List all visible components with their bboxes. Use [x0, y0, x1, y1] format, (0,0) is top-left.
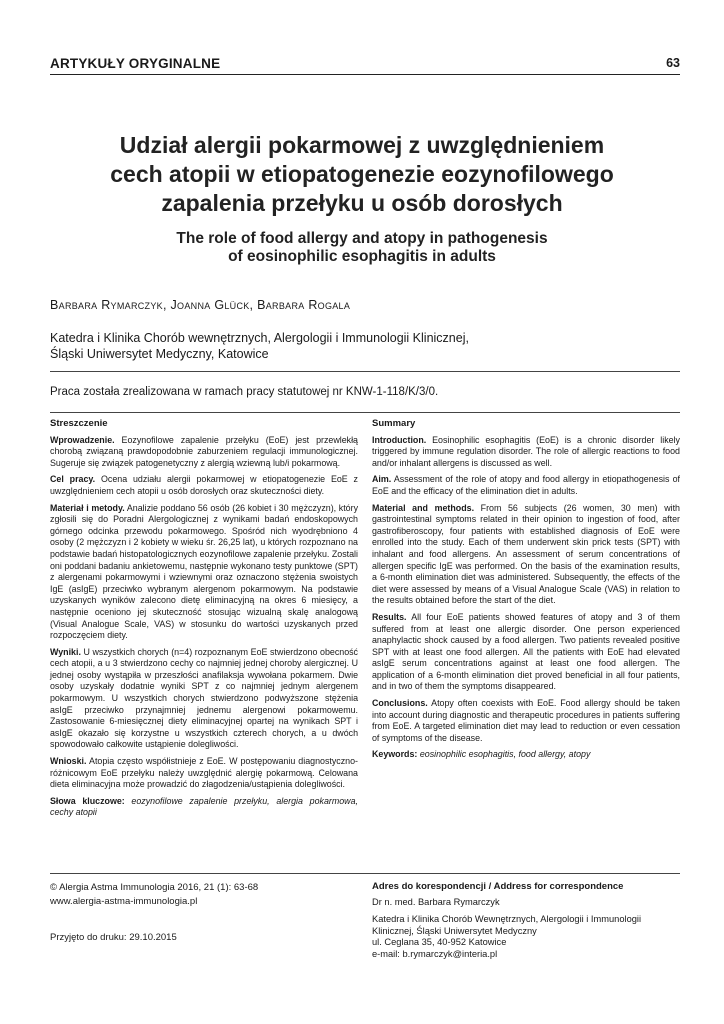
- correspondence-line: Klinicznej, Śląski Uniwersytet Medyczny: [372, 925, 537, 936]
- paragraph-label: Wnioski.: [50, 756, 87, 767]
- paragraph-text: Eozynofilowe zapalenie przełyku (EoE) jest przewlekłą chorobą związaną prawdopodobnie zaburzeniem regulacji immunologicznej. Sugeruje się związek patogenetyczny z alergią wziewną lub/i pokarmową.: [50, 434, 358, 468]
- affiliation-line: Śląski Uniwersytet Medyczny, Katowice: [50, 346, 269, 361]
- abstract-polish: [50, 418, 358, 824]
- keywords-text: eosinophilic esophagitis, food allergy, atopy: [417, 749, 591, 760]
- abstract-paragraph: [372, 474, 680, 497]
- title-polish-line: Udział alergii pokarmowej z uwzględnieniem: [119, 132, 605, 158]
- correspondence-line: Katedra i Klinika Chorób Wewnętrznych, Alergologii i Immunologii: [372, 914, 642, 924]
- paragraph-text: U wszystkich chorych (n=4) rozpoznanym EoE stwierdzono obecność cech atopii, a u 3 stwierdzono cechy co najmniej jednej choroby alergicznej. U jednej osoby wystąpiła w przeszłości anafilaksja wywołana pokarmem. Dwie osoby uzyskały dodatnie wyniki SPT z co najmniej jednym alergenem pokarmowym. U wszystkich chorych stwierdzono podwyższone stężenia asIgE przeciwko przynajmniej jednemu alergenowi pokarmowemu. Zastosowanie 6-miesięcznej diety eliminacyjnej opartej na wynikach SPT i asIgE okazało się korzystne u wszystkich czterech chorych, a u dwóch spowodowało całkowite ustąpienie dolegliwości.: [50, 646, 358, 750]
- paragraph-label: Cel pracy.: [50, 474, 96, 485]
- header-rule: [50, 74, 680, 75]
- title-polish-line: zapalenia przełyku u osób dorosłych: [161, 190, 563, 216]
- divider: [50, 412, 680, 413]
- paragraph-text: Assessment of the role of atopy and food allergy in etiopathogenesis of EoE and the efficacy of the elimination diet in adults.: [372, 474, 680, 496]
- journal-citation: © Alergia Astma Immunologia 2016, 21 (1): 63-68: [50, 882, 259, 893]
- paragraph-label: Wyniki.: [50, 646, 81, 657]
- funding-note: Praca została zrealizowana w ramach pracy statutowej nr KNW-1-118/K/3/0.: [50, 386, 439, 398]
- paragraph-label: Aim.: [372, 474, 392, 485]
- paragraph-label: Material and methods.: [372, 502, 475, 513]
- paragraph-text: Analizie poddano 56 osób (26 kobiet i 30 mężczyzn), który zgłosili się do Poradni Alergologicznej z wynikami badań endoskopowych górnego odcinka przewodu pokarmowego. Spośród nich wyodrębniono 4 osoby (2 mężczyzn i 2 kobiety w wieku śr. 26,25 lat), u których rozpoznano na podstawie badań histopatologicznych eozynofilowe zapalenie przełyku. Zostali oni poddani badaniu ankietowemu, następnie wykonano testy punktowe (SPT) z alergenami pokarmowymi i wziewnymi oraz oznaczono stężenia swoistych IgE (asIgE) przeciwko wybranym alergenom pokarmowym. Na podstawie uzyskanych wyników zalecono dietę eliminacyjną na okres 6 miesięcy, a następnie oceniono jej skuteczność stosując wizualną skalę analogową (Visual Analogue Scale, VAS) w stosunku do wartości uzyskanych przed rozpoczęciem diety.: [50, 502, 359, 641]
- paragraph-text: From 56 subjects (26 women, 30 men) with gastrointestinal symptoms related in their opinion to ingestion of food, after gastrofiberoscopy, four patients with established diagnosis of EoE were enrolled into the study. Each of them underwent skin prick tests (SPT) with inhalant and food allergens. An assessment of serum concentrations of allergen specific IgE was performed. On the basis of the examination results, a 6-month elimination diet was administered. Subsequently, the effects of the diet were assessed by means of a Visual Analogue Scale (VAS) in relation to the results obtained before the start of the diet.: [372, 502, 680, 606]
- title-polish-line: cech atopii w etiopatogenezie eozynofilowego: [110, 161, 614, 187]
- journal-website-link[interactable]: www.alergia-astma-immunologia.pl: [50, 896, 198, 907]
- title-english-line: The role of food allergy and atopy in pathogenesis: [176, 230, 548, 247]
- correspondence-heading: Adres do korespondencji / Address for correspondence: [372, 881, 624, 892]
- received-date: Przyjęto do druku: 29.10.2015: [50, 932, 177, 943]
- abstract-paragraph: [50, 435, 358, 470]
- title-english: [62, 230, 662, 266]
- correspondence-line: ul. Ceglana 35, 40-952 Katowice: [372, 937, 507, 947]
- running-header: [50, 56, 680, 76]
- abstract-paragraph: [372, 503, 680, 607]
- abstract-paragraph: [372, 612, 680, 693]
- journal-info: [50, 881, 350, 945]
- paragraph-text: Eosinophilic esophagitis (EoE) is a chronic disorder likely triggered by immune regulation disorder. The role of allergic reactions to food and/or inhalant allergens is discussed as well.: [372, 434, 680, 468]
- abstract-paragraph: [372, 435, 680, 470]
- paragraph-text: Atopia często współistnieje z EoE. W postępowaniu diagnostyczno-różnicowym EoE przełyku należy uwzględnić alergię pokarmową. Celowana dieta eliminacyjna może prowadzić do złagodzenia/ustąpienia dolegliwości.: [50, 756, 358, 790]
- correspondence-email-link[interactable]: e-mail: b.rymarczyk@interia.pl: [372, 948, 498, 959]
- section-label: ARTYKUŁY ORYGINALNE: [50, 56, 221, 71]
- keywords-label: Słowa kluczowe:: [50, 795, 125, 806]
- paragraph-label: Results.: [372, 611, 407, 622]
- divider: [50, 873, 680, 874]
- abstract-heading: Streszczenie: [50, 418, 108, 429]
- title-english-line: of eosinophilic esophagitis in adults: [228, 248, 496, 265]
- title-polish: [62, 131, 662, 218]
- paragraph-text: All four EoE patients showed features of atopy and 3 of them suffered from at least one allergic disorder. One person experienced anaphylactic shock caused by a food allergen. Two patients revealed positive SPT with at least one food allergen. All the patients with EoE had elevated asIgE serum concentrations against at least one food allergen. The application of a 6-month elimination diet proved beneficial in all four patients, and in two of them the symptoms disappeared.: [372, 611, 680, 692]
- abstract-paragraph: [50, 647, 358, 751]
- affiliation-line: Katedra i Klinika Chorób wewnętrznych, Alergologii i Immunologii Klinicznej,: [50, 331, 469, 345]
- keywords-text: eozynofilowe zapalenie przełyku, alergia pokarmowa, cechy atopii: [50, 795, 358, 818]
- affiliation: [50, 331, 670, 362]
- paragraph-text: Atopy often coexists with EoE. Food allergy should be taken into account during diagnostic and therapeutic procedures in patients suffering from EoE. A targeted elimination diet may lead to reduction or even cessation of symptoms of the disease.: [372, 698, 680, 743]
- authors: Barbara Rymarczyk, Joanna Glück, Barbara Rogala: [50, 298, 351, 312]
- page-number: 63: [666, 56, 680, 70]
- paragraph-label: Wprowadzenie.: [50, 434, 115, 445]
- keywords-paragraph: [372, 749, 680, 761]
- abstract-paragraph: [50, 503, 358, 642]
- abstract-paragraph: [372, 698, 680, 744]
- paragraph-text: Ocena udziału alergii pokarmowej w etiopatogenezie EoE z uwzględnieniem cech atopii u osób dorosłych oraz skuteczności diety.: [50, 474, 358, 496]
- paragraph-label: Materiał i metody.: [50, 502, 125, 513]
- paragraph-label: Conclusions.: [372, 698, 428, 709]
- divider: [50, 371, 680, 372]
- keywords-label: Keywords:: [372, 749, 418, 760]
- keywords-paragraph: [50, 796, 358, 819]
- abstract-english: [372, 418, 680, 766]
- abstract-heading: Summary: [372, 418, 416, 429]
- paragraph-label: Introduction.: [372, 434, 427, 445]
- correspondence-name: Dr n. med. Barbara Rymarczyk: [372, 896, 500, 907]
- abstract-paragraph: [50, 474, 358, 497]
- abstract-paragraph: [50, 756, 358, 791]
- correspondence: [372, 881, 672, 960]
